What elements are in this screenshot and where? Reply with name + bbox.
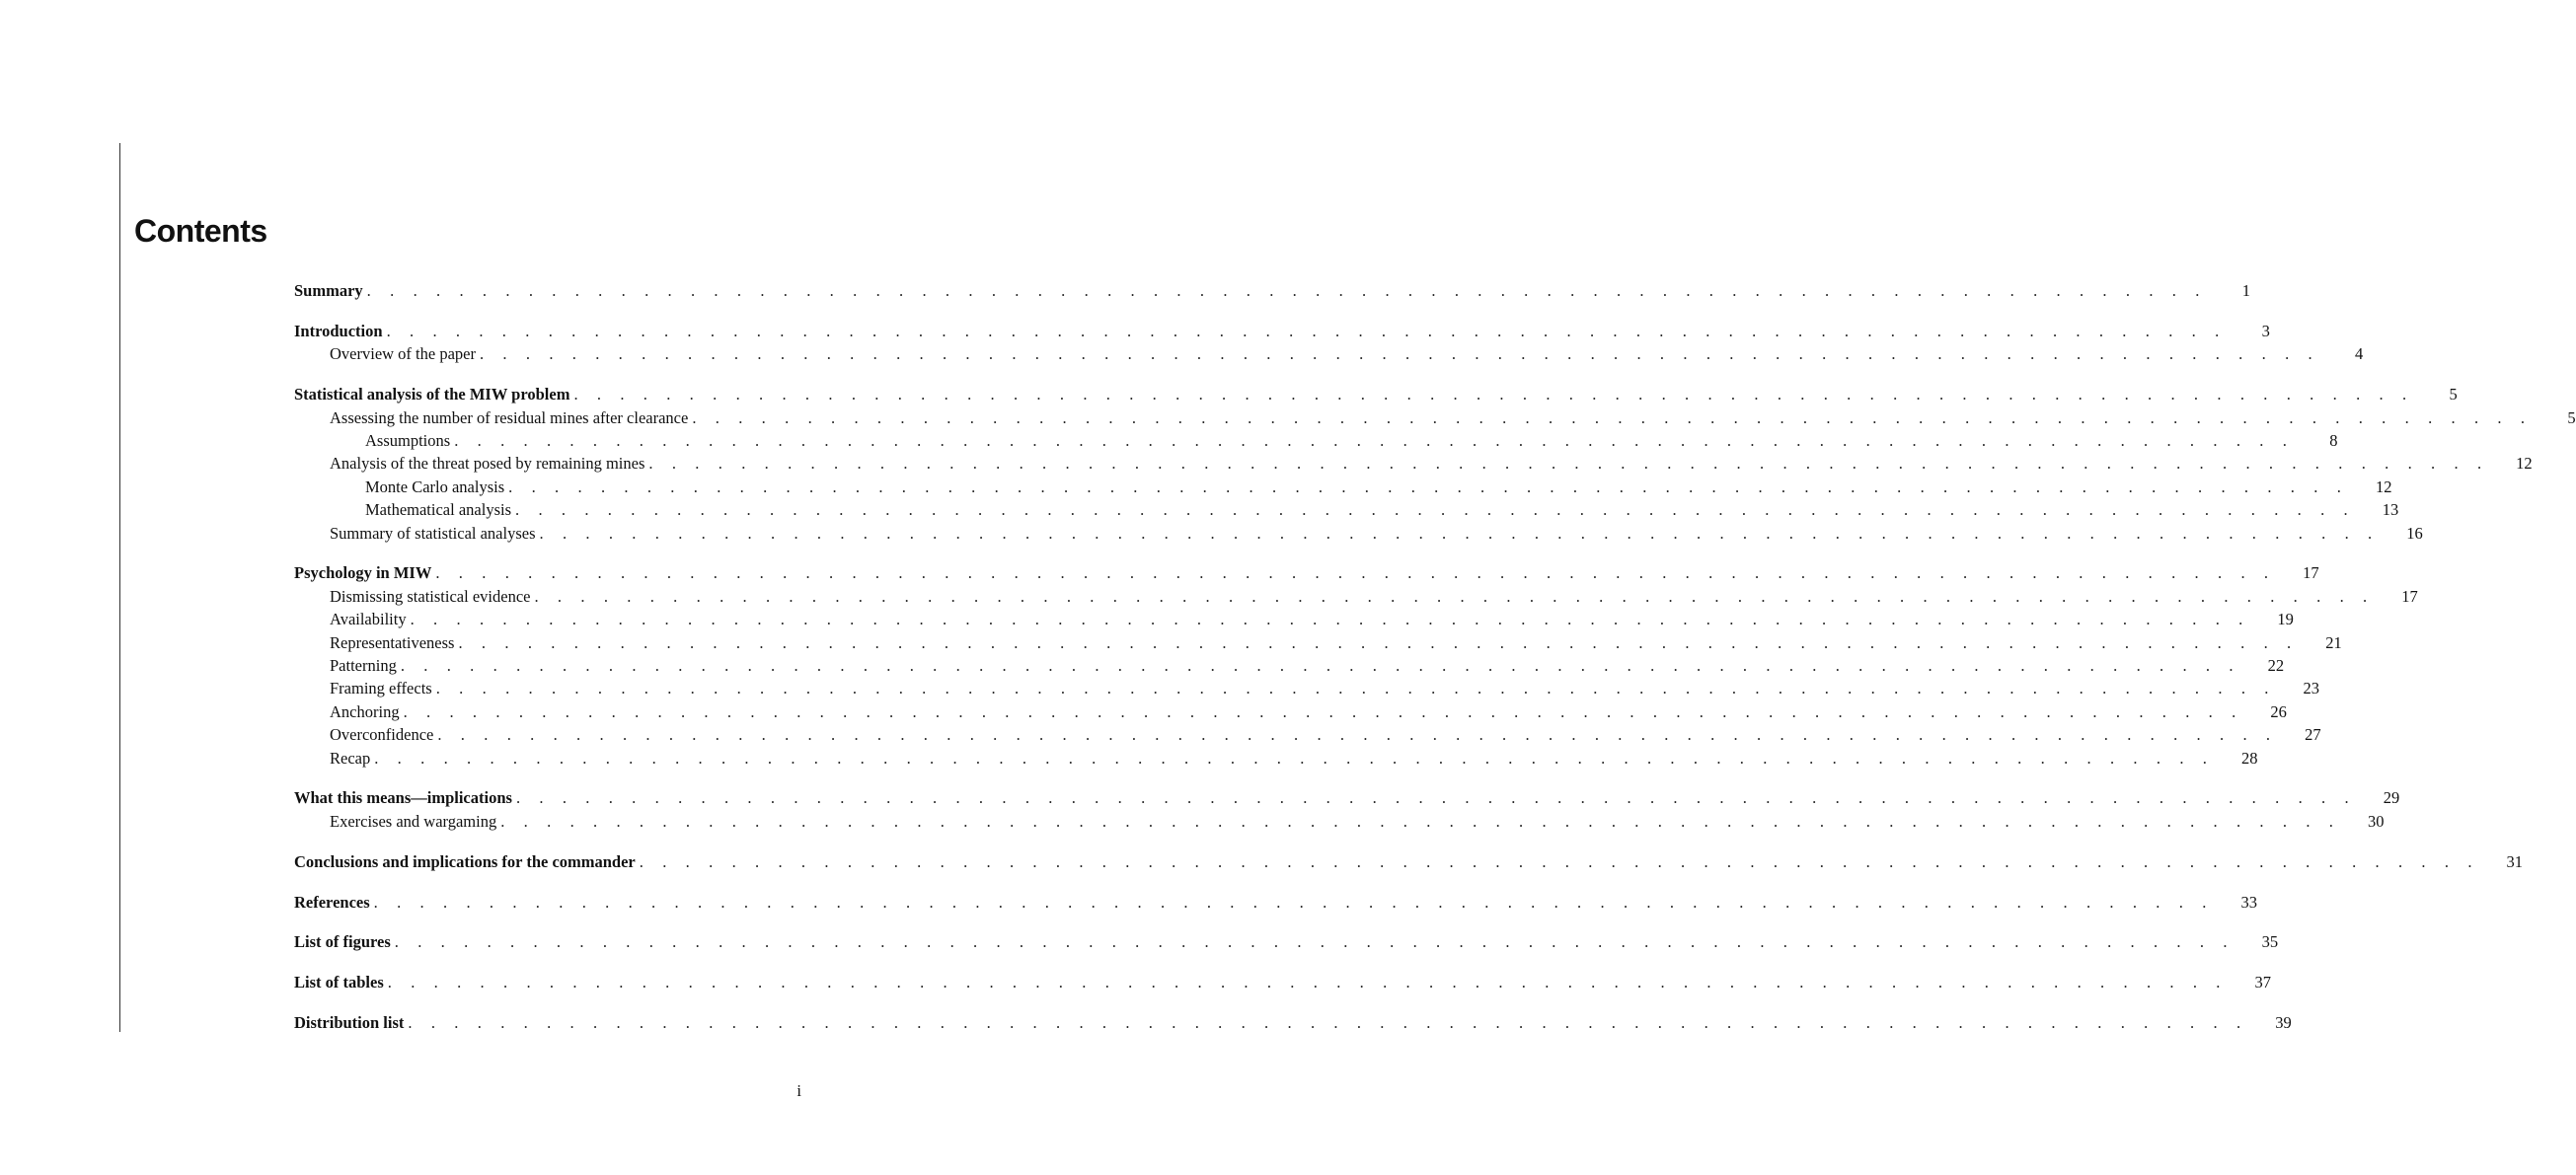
toc-entry-label: Conclusions and implications for the commander bbox=[294, 851, 636, 871]
toc-entry[interactable] bbox=[294, 810, 2385, 833]
toc-entry-label: Exercises and wargaming bbox=[330, 811, 497, 831]
toc-entry-label: Psychology in MIW bbox=[294, 563, 432, 583]
toc-section bbox=[294, 383, 2576, 545]
toc-entry-page: 33 bbox=[2240, 892, 2257, 912]
toc-entry-page: 31 bbox=[2506, 851, 2524, 871]
toc-section bbox=[294, 279, 2250, 302]
toc-entry[interactable] bbox=[294, 747, 2258, 770]
toc-entry[interactable] bbox=[294, 850, 2524, 873]
toc-entry-page: 22 bbox=[2267, 655, 2285, 675]
toc-dot-leader: . . . . . . . . . . . . . . . . . . . . . . . . . . . . . . . . . . . . . . . . . . . . . . . . . . . . . . . . . . . . . . . . . . . . . . . . . . . . . . . . bbox=[458, 632, 2299, 652]
toc-entry-page: 29 bbox=[2383, 788, 2400, 808]
toc-entry-label: Distribution list bbox=[294, 1013, 405, 1033]
toc-dot-leader: . . . . . . . . . . . . . . . . . . . . . . . . . . . . . . . . . . . . . . . . . . . . . . . . . . . . . . . . . . . . . . . . . . . . . . . . . . . . . . . . bbox=[373, 892, 2214, 912]
toc-entry[interactable] bbox=[294, 971, 2272, 993]
toc-entry-label: Introduction bbox=[294, 321, 383, 340]
toc-entry-page: 1 bbox=[2241, 281, 2250, 300]
toc-entry-label: Statistical analysis of the MIW problem bbox=[294, 385, 570, 404]
toc-entry-page: 30 bbox=[2368, 811, 2385, 831]
toc-entry-page: 17 bbox=[2303, 563, 2319, 583]
toc-section bbox=[294, 850, 2524, 873]
page-title: Contents bbox=[134, 213, 267, 249]
toc-dot-leader: . . . . . . . . . . . . . . . . . . . . . . . . . . . . . . . . . . . . . . . . . . . . . . . . . . . . . . . . . . . . . . . . . . . . . . . . . . . . . . . . bbox=[400, 655, 2241, 675]
toc-entry-page: 37 bbox=[2254, 973, 2272, 992]
toc-entry-page: 5 bbox=[2449, 385, 2458, 404]
toc-section bbox=[294, 930, 2279, 953]
toc-entry-label: Mathematical analysis bbox=[365, 500, 511, 520]
toc-section bbox=[294, 561, 2418, 770]
toc-entry-page: 3 bbox=[2261, 321, 2270, 340]
toc-entry[interactable] bbox=[294, 930, 2279, 953]
toc-entry[interactable] bbox=[294, 608, 2294, 630]
toc-entry-label: Anchoring bbox=[330, 701, 400, 721]
toc-dot-leader: . . . . . . . . . . . . . . . . . . . . . . . . . . . . . . . . . . . . . . . . . . . . . . . . . . . . . . . . . . . . . . . . . . . . . . . . . . . . . . . . bbox=[374, 748, 2215, 768]
toc-entry-page: 26 bbox=[2270, 701, 2287, 721]
toc-entry[interactable] bbox=[294, 786, 2400, 809]
toc-dot-leader: . . . . . . . . . . . . . . . . . . . . . . . . . . . . . . . . . . . . . . . . . . . . . . . . . . . . . . . . . . . . . . . . . . . . . . . . . . . . . . . . bbox=[403, 701, 2243, 721]
toc-dot-leader: . . . . . . . . . . . . . . . . . . . . . . . . . . . . . . . . . . . . . . . . . . . . . . . . . . . . . . . . . . . . . . . . . . . . . . . . . . . . . . . . bbox=[479, 344, 2320, 364]
toc-entry-label: Representativeness bbox=[330, 632, 455, 652]
table-of-contents bbox=[294, 279, 2576, 1052]
toc-entry-page: 12 bbox=[2516, 454, 2533, 474]
toc-entry-page: 16 bbox=[2406, 523, 2423, 543]
toc-dot-leader: . . . . . . . . . . . . . . . . . . . . . . . . . . . . . . . . . . . . . . . . . . . . . . . . . . . . . . . . . . . . . . . . . . . . . . . . . . . . . . . . bbox=[435, 563, 2276, 583]
toc-entry-label: Patterning bbox=[330, 655, 397, 675]
toc-entry-page: 8 bbox=[2329, 430, 2338, 450]
toc-dot-leader: . . . . . . . . . . . . . . . . . . . . . . . . . . . . . . . . . . . . . . . . . . . . . . . . . . . . . . . . . . . . . . . . . . . . . . . . . . . . . . . . bbox=[515, 500, 2356, 520]
toc-entry-label: References bbox=[294, 892, 370, 912]
toc-entry[interactable] bbox=[294, 700, 2287, 723]
toc-entry-label: Framing effects bbox=[330, 679, 432, 698]
toc-entry[interactable] bbox=[294, 498, 2399, 521]
toc-entry-label: List of figures bbox=[294, 932, 391, 952]
toc-entry-label: Dismissing statistical evidence bbox=[330, 586, 531, 606]
toc-entry-page: 39 bbox=[2275, 1013, 2292, 1033]
toc-entry-page: 13 bbox=[2382, 500, 2399, 520]
toc-entry-label: Recap bbox=[330, 748, 371, 768]
toc-dot-leader: . . . . . . . . . . . . . . . . . . . . . . . . . . . . . . . . . . . . . . . . . . . . . . . . . . . . . . . . . . . . . . . . . . . . . . . . . . . . . . . . bbox=[539, 523, 2380, 543]
toc-entry[interactable] bbox=[294, 279, 2250, 302]
toc-entry[interactable] bbox=[294, 654, 2285, 677]
toc-entry-page: 21 bbox=[2325, 632, 2342, 652]
toc-entry[interactable] bbox=[294, 476, 2392, 498]
toc-dot-leader: . . . . . . . . . . . . . . . . . . . . . . . . . . . . . . . . . . . . . . . . . . . . . . . . . . . . . . . . . . . . . . . . . . . . . . . . . . . . . . . . bbox=[435, 679, 2276, 698]
toc-section bbox=[294, 786, 2400, 833]
toc-entry-page: 4 bbox=[2355, 344, 2364, 364]
toc-entry[interactable] bbox=[294, 891, 2257, 914]
toc-entry[interactable] bbox=[294, 522, 2423, 545]
toc-entry[interactable] bbox=[294, 406, 2576, 429]
toc-entry[interactable] bbox=[294, 429, 2338, 452]
toc-dot-leader: . . . . . . . . . . . . . . . . . . . . . . . . . . . . . . . . . . . . . . . . . . . . . . . . . . . . . . . . . . . . . . . . . . . . . . . . . . . . . . . . bbox=[408, 1013, 2248, 1033]
toc-dot-leader: . . . . . . . . . . . . . . . . . . . . . . . . . . . . . . . . . . . . . . . . . . . . . . . . . . . . . . . . . . . . . . . . . . . . . . . . . . . . . . . . bbox=[648, 454, 2489, 474]
toc-entry-label: Overconfidence bbox=[330, 725, 434, 745]
toc-dot-leader: . . . . . . . . . . . . . . . . . . . . . . . . . . . . . . . . . . . . . . . . . . . . . . . . . . . . . . . . . . . . . . . . . . . . . . . . . . . . . . . . bbox=[515, 788, 2357, 808]
toc-dot-leader: . . . . . . . . . . . . . . . . . . . . . . . . . . . . . . . . . . . . . . . . . . . . . . . . . . . . . . . . . . . . . . . . . . . . . . . . . . . . . . . . bbox=[639, 851, 2480, 871]
toc-dot-leader: . . . . . . . . . . . . . . . . . . . . . . . . . . . . . . . . . . . . . . . . . . . . . . . . . . . . . . . . . . . . . . . . . . . . . . . . . . . . . . . . bbox=[366, 281, 2207, 300]
toc-dot-leader: . . . . . . . . . . . . . . . . . . . . . . . . . . . . . . . . . . . . . . . . . . . . . . . . . . . . . . . . . . . . . . . . . . . . . . . . . . . . . . . . bbox=[454, 430, 2295, 450]
toc-entry[interactable] bbox=[294, 342, 2364, 365]
toc-dot-leader: . . . . . . . . . . . . . . . . . . . . . . . . . . . . . . . . . . . . . . . . . . . . . . . . . . . . . . . . . . . . . . . . . . . . . . . . . . . . . . . . bbox=[500, 811, 2341, 831]
toc-entry-page: 27 bbox=[2305, 725, 2321, 745]
toc-entry[interactable] bbox=[294, 723, 2321, 746]
toc-dot-leader: . . . . . . . . . . . . . . . . . . . . . . . . . . . . . . . . . . . . . . . . . . . . . . . . . . . . . . . . . . . . . . . . . . . . . . . . . . . . . . . . bbox=[410, 610, 2250, 629]
toc-dot-leader: . . . . . . . . . . . . . . . . . . . . . . . . . . . . . . . . . . . . . . . . . . . . . . . . . . . . . . . . . . . . . . . . . . . . . . . . . . . . . . . . bbox=[394, 932, 2235, 952]
toc-section bbox=[294, 1011, 2292, 1034]
toc-entry-page: 19 bbox=[2277, 610, 2294, 629]
toc-entry-page: 35 bbox=[2261, 932, 2279, 952]
toc-entry-label: Analysis of the threat posed by remaining mines bbox=[330, 454, 645, 474]
toc-entry-label: Summary of statistical analyses bbox=[330, 523, 536, 543]
toc-dot-leader: . . . . . . . . . . . . . . . . . . . . . . . . . . . . . . . . . . . . . . . . . . . . . . . . . . . . . . . . . . . . . . . . . . . . . . . . . . . . . . . . bbox=[386, 321, 2227, 340]
toc-entry[interactable] bbox=[294, 452, 2533, 475]
page-number: i bbox=[796, 1081, 801, 1100]
toc-entry-label: Assessing the number of residual mines after clearance bbox=[330, 407, 689, 427]
toc-entry-page: 28 bbox=[2241, 748, 2258, 768]
toc-entry[interactable] bbox=[294, 561, 2319, 584]
margin-rule bbox=[119, 143, 120, 1032]
toc-entry-label: List of tables bbox=[294, 973, 384, 992]
toc-entry[interactable] bbox=[294, 383, 2458, 405]
toc-dot-leader: . . . . . . . . . . . . . . . . . . . . . . . . . . . . . . . . . . . . . . . . . . . . . . . . . . . . . . . . . . . . . . . . . . . . . . . . . . . . . . . . bbox=[573, 385, 2414, 404]
toc-entry-label: Monte Carlo analysis bbox=[365, 477, 505, 496]
toc-entry-page: 17 bbox=[2401, 586, 2418, 606]
toc-section bbox=[294, 971, 2272, 993]
toc-entry-page: 12 bbox=[2375, 477, 2392, 496]
toc-entry-label: Assumptions bbox=[365, 430, 451, 450]
toc-entry-page: 5 bbox=[2567, 407, 2576, 427]
toc-entry-page: 23 bbox=[2303, 679, 2319, 698]
toc-entry-label: Availability bbox=[330, 610, 407, 629]
toc-dot-leader: . . . . . . . . . . . . . . . . . . . . . . . . . . . . . . . . . . . . . . . . . . . . . . . . . . . . . . . . . . . . . . . . . . . . . . . . . . . . . . . . bbox=[387, 973, 2229, 992]
toc-dot-leader: . . . . . . . . . . . . . . . . . . . . . . . . . . . . . . . . . . . . . . . . . . . . . . . . . . . . . . . . . . . . . . . . . . . . . . . . . . . . . . . . bbox=[508, 477, 2349, 496]
toc-entry[interactable] bbox=[294, 585, 2418, 608]
toc-dot-leader: . . . . . . . . . . . . . . . . . . . . . . . . . . . . . . . . . . . . . . . . . . . . . . . . . . . . . . . . . . . . . . . . . . . . . . . . . . . . . . . . bbox=[692, 407, 2533, 427]
toc-section bbox=[294, 320, 2364, 366]
toc-entry[interactable] bbox=[294, 1011, 2292, 1034]
toc-entry-label: Overview of the paper bbox=[330, 344, 476, 364]
toc-entry[interactable] bbox=[294, 677, 2319, 699]
toc-dot-leader: . . . . . . . . . . . . . . . . . . . . . . . . . . . . . . . . . . . . . . . . . . . . . . . . . . . . . . . . . . . . . . . . . . . . . . . . . . . . . . . . bbox=[437, 725, 2278, 745]
toc-entry-label: What this means—implications bbox=[294, 788, 512, 808]
toc-entry[interactable] bbox=[294, 320, 2270, 342]
toc-entry[interactable] bbox=[294, 631, 2342, 654]
toc-dot-leader: . . . . . . . . . . . . . . . . . . . . . . . . . . . . . . . . . . . . . . . . . . . . . . . . . . . . . . . . . . . . . . . . . . . . . . . . . . . . . . . . bbox=[534, 586, 2375, 606]
toc-entry-label: Summary bbox=[294, 281, 363, 300]
toc-section bbox=[294, 891, 2257, 914]
